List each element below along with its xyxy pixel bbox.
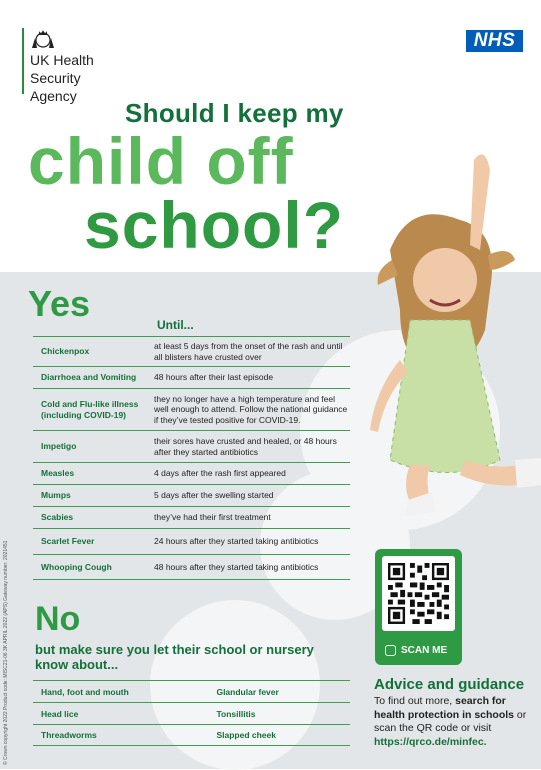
list-item: Head lice: [41, 708, 79, 719]
table-row: [33, 336, 350, 366]
advice-text: [374, 695, 539, 749]
notify-list: [33, 680, 350, 746]
list-row: [33, 724, 350, 746]
qr-code-frame: [382, 556, 455, 631]
condition-cell: Scabies: [41, 512, 74, 522]
copyright-sidetext: © Crown copyright 2022 Product code: MISC21-06 3K APRIL 2022 (APS) Gateway number: 2021451: [3, 540, 9, 765]
until-label: Until...: [157, 318, 194, 332]
exclusion-table: [33, 336, 350, 580]
condition-cell: Measles: [41, 468, 75, 478]
list-item: Glandular fever: [216, 686, 279, 697]
until-cell: 24 hours after they started taking antibiotics: [154, 536, 319, 547]
advice-text-middle: or scan the QR code or visit: [374, 708, 527, 734]
org-name-line: Security: [30, 70, 81, 86]
list-item: Slapped cheek: [216, 730, 276, 740]
no-subtitle: but make sure you let their school or nursery know about...: [35, 642, 314, 672]
scan-me-text: SCAN ME: [401, 644, 448, 656]
table-row: [33, 430, 350, 462]
until-cell: 4 days after the rash first appeared: [154, 468, 286, 479]
advice-link[interactable]: https://qrco.de/minfec.: [374, 735, 487, 748]
list-item: Threadworms: [41, 730, 97, 740]
until-cell: their sores have crusted and healed, or 48 hours after they started antibiotics: [154, 436, 337, 457]
scan-me-label: [385, 642, 452, 658]
table-row: [33, 484, 350, 506]
phone-icon: [385, 645, 396, 656]
condition-cell: Chickenpox: [41, 346, 90, 356]
nhs-logo: NHS: [466, 30, 523, 52]
condition-cell: Cold and Flu-like illness (including COVID-19): [41, 398, 139, 420]
ukhsa-logo: [22, 28, 94, 104]
table-row: [33, 528, 350, 554]
heading-line2: child off: [28, 124, 294, 198]
table-row: [33, 506, 350, 528]
table-row: [33, 554, 350, 580]
yes-heading: Yes: [28, 283, 91, 324]
heading-line1: Should I keep my: [125, 98, 344, 128]
logo-bar: [22, 28, 24, 94]
list-row: [33, 702, 350, 724]
royal-crest-icon: [30, 28, 56, 50]
list-item: Tonsillitis: [216, 708, 256, 719]
qr-code-icon: [388, 563, 449, 624]
until-cell: 48 hours after their last episode: [154, 372, 274, 383]
list-row: [33, 680, 350, 702]
advice-title: Advice and guidance: [374, 676, 525, 693]
until-cell: 48 hours after they started taking antibiotics: [154, 561, 319, 572]
until-cell: 5 days after the swelling started: [154, 490, 274, 501]
until-cell: they’ve had their first treatment: [154, 512, 271, 523]
condition-cell: Diarrhoea and Vomiting: [41, 372, 137, 382]
until-cell: they no longer have a high temperature and feel well enough to attend. Follow the national guidance if they’ve tested positive for COVID-19.: [154, 393, 348, 425]
list-item: Hand, foot and mouth: [41, 686, 129, 697]
qr-code-panel[interactable]: [375, 549, 462, 665]
org-name-line: UK Health: [30, 52, 94, 68]
table-row: [33, 388, 350, 430]
condition-cell: Whooping Cough: [41, 561, 112, 572]
until-cell: at least 5 days from the onset of the rash and until all blisters have crusted over: [154, 341, 343, 362]
condition-cell: Impetigo: [41, 441, 77, 451]
advice-search-term: search for health protection in schools: [374, 695, 515, 721]
jumping-girl-illustration: [370, 140, 541, 520]
no-heading: No: [35, 600, 81, 638]
table-row: [33, 366, 350, 388]
heading-line3: school?: [84, 188, 345, 262]
condition-cell: Mumps: [41, 490, 71, 500]
org-name-line: Agency: [30, 88, 77, 104]
advice-text-start: To find out more,: [374, 695, 456, 707]
table-row: [33, 462, 350, 484]
condition-cell: Scarlet Fever: [41, 536, 95, 546]
